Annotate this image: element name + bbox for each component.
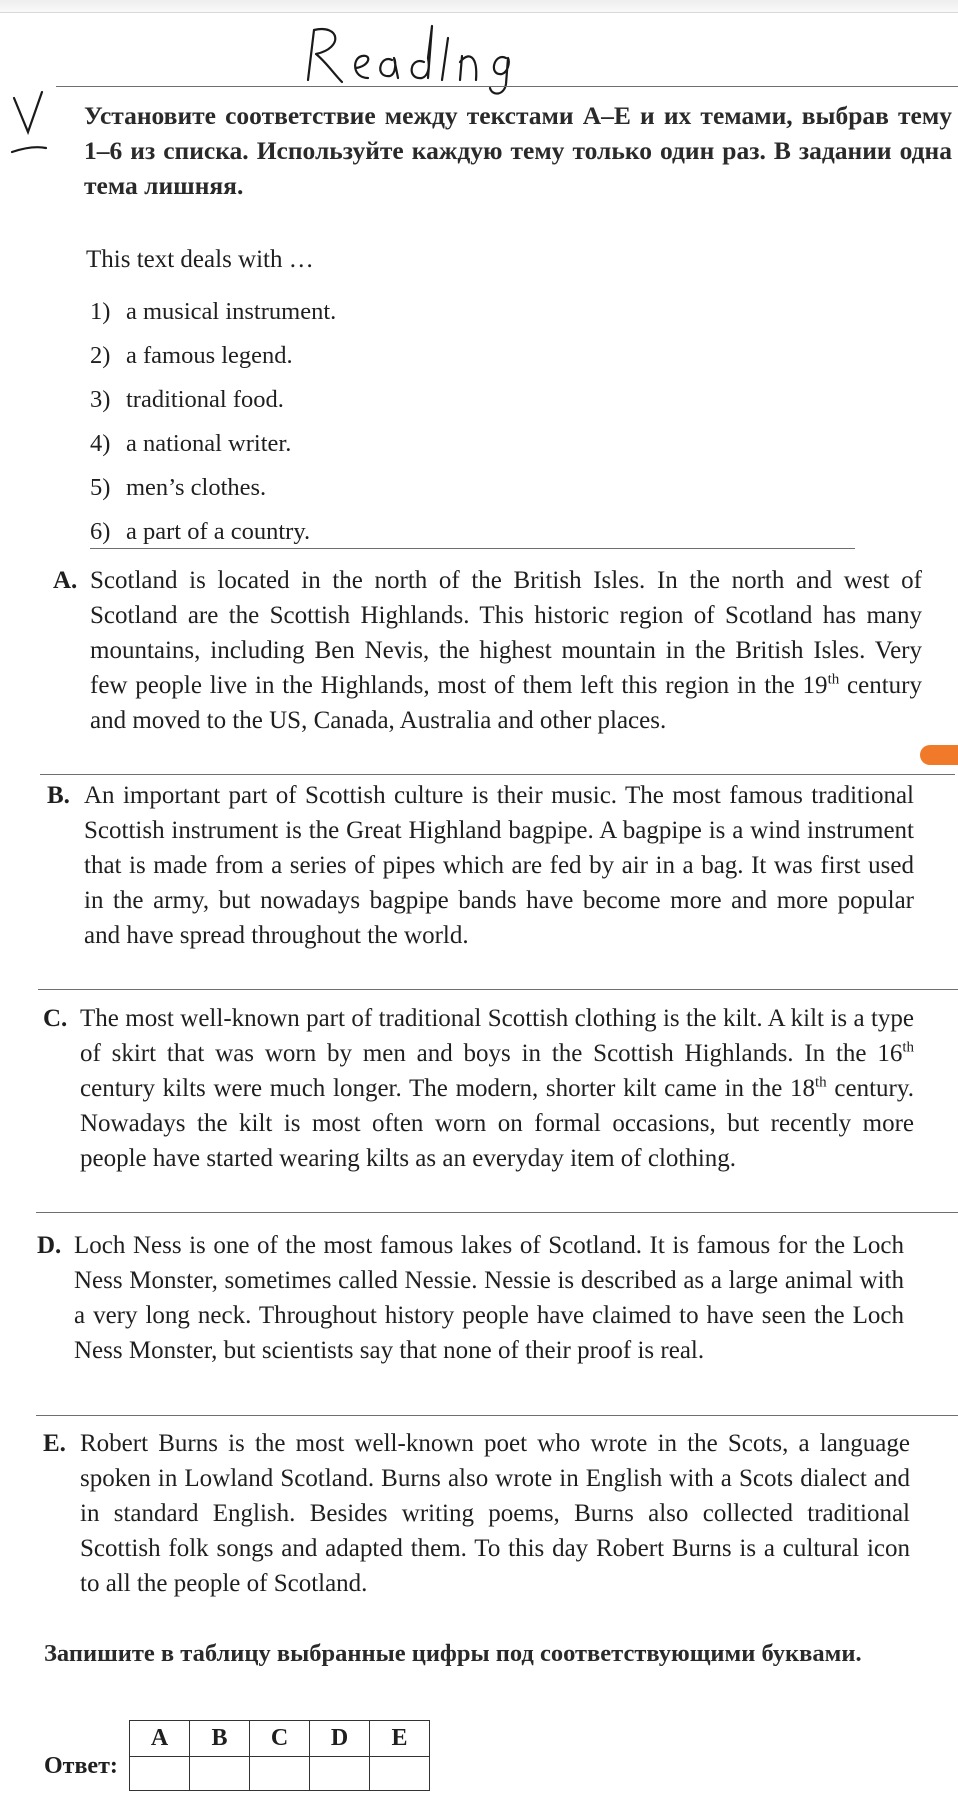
answer-cell-b[interactable] bbox=[190, 1757, 250, 1791]
answer-cell-a[interactable] bbox=[130, 1757, 190, 1791]
text-d: D. Loch Ness is one of the most famous lakes of Scotland. It is famous for the Loch Ness Monster, sometimes called Nessie. Nessie is described as a large animal with a very long neck. Throughout history people have claimed to have seen the Loch Ness Monster, but scientists say that none of their proof is real. bbox=[74, 1228, 904, 1368]
answer-label: Ответ: bbox=[44, 1753, 118, 1779]
answer-table bbox=[129, 1720, 430, 1791]
answer-header-cell: C bbox=[250, 1721, 310, 1757]
divider-a bbox=[40, 774, 955, 775]
handwritten-check-mark bbox=[8, 90, 58, 170]
text-b-letter: B. bbox=[47, 782, 70, 809]
answer-input-row bbox=[130, 1757, 430, 1791]
text-e: E. Robert Burns is the most well-known poet who wrote in the Scots, a language spoken in Lowland Scotland. Burns also wrote in English with a Scots dialect and in standard English. Besides writing poems, Burns also collected traditional Scottish folk songs and adapted them. To this day Robert Burns is a cultural icon to all the people of Scotland. bbox=[80, 1426, 910, 1601]
text-c-letter: C. bbox=[43, 1005, 68, 1032]
answer-header-cell: B bbox=[190, 1721, 250, 1757]
scroll-tab-handle[interactable] bbox=[920, 745, 958, 765]
text-b: B. An important part of Scottish culture is their music. The most famous traditional Scottish instrument is the Great Highland bagpipe. A bagpipe is a wind instrument that is made from a series of pipes which are fed by air in a bag. It was first used in the army, but nowadays bagpipe bands have become more and more popular and have spread throughout the world. bbox=[84, 778, 914, 953]
divider-options bbox=[90, 548, 855, 549]
option-item: 6) a part of a country. bbox=[90, 518, 311, 545]
option-item: 2) a famous legend. bbox=[90, 342, 293, 369]
top-bar bbox=[0, 0, 958, 13]
answer-header-cell: D bbox=[310, 1721, 370, 1757]
text-a-letter: A. bbox=[53, 567, 78, 594]
text-d-letter: D. bbox=[37, 1232, 62, 1259]
theme-options-list bbox=[90, 291, 336, 555]
text-c: C. The most well-known part of traditional Scottish clothing is the kilt. A kilt is a type of skirt that was worn by men and boys in the Scottish Highlands. In the 16th century kilts were much longer. The modern, shorter kilt came in the 18th century. Nowadays the kilt is most often worn on formal occasions, but recently more people have started wearing kilts as an everyday item of clothing. bbox=[80, 1001, 914, 1176]
answer-header-row bbox=[130, 1721, 430, 1757]
text-e-letter: E. bbox=[43, 1430, 66, 1457]
option-item: 4) a national writer. bbox=[90, 430, 292, 457]
text-a: A. Scotland is located in the north of the British Isles. In the north and west of Scotland are the Scottish Highlands. This historic region of Scotland has many mountains, including Ben Nevis, the highest mountain in the British Isles. Very few people live in the Highlands, most of them left this region in the 19th century and moved to the US, Canada, Australia and other places. bbox=[90, 563, 922, 738]
options-intro: This text deals with … bbox=[86, 246, 314, 273]
answer-instruction: Запишите в таблицу выбранные цифры под соответствующими буквами. bbox=[44, 1640, 862, 1667]
divider-c bbox=[36, 1212, 958, 1213]
option-item: 1) a musical instrument. bbox=[90, 298, 337, 325]
divider-d bbox=[36, 1415, 958, 1416]
divider-b bbox=[38, 989, 958, 990]
answer-header-cell: E bbox=[370, 1721, 430, 1757]
option-item: 3) traditional food. bbox=[90, 386, 284, 413]
divider-top bbox=[56, 86, 958, 87]
answer-cell-c[interactable] bbox=[250, 1757, 310, 1791]
task-instruction: Установите соответствие между текстами A–E и их темами, выбрав тему 1–6 из списка. Используйте каждую тему только один раз. В задании одна тема лишняя. bbox=[84, 101, 952, 200]
answer-cell-d[interactable] bbox=[310, 1757, 370, 1791]
option-item: 5) men’s clothes. bbox=[90, 474, 267, 501]
answer-header-cell: A bbox=[130, 1721, 190, 1757]
answer-cell-e[interactable] bbox=[370, 1757, 430, 1791]
